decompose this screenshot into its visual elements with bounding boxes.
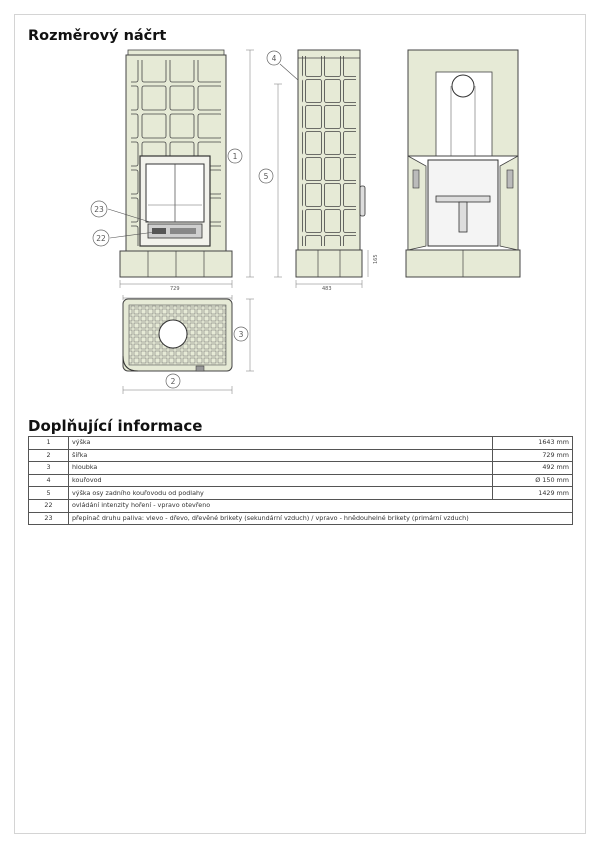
svg-text:22: 22 xyxy=(96,234,106,243)
row-number: 3 xyxy=(29,462,69,475)
callout-4 xyxy=(267,51,281,65)
row-value: 729 mm xyxy=(493,449,573,462)
row-value: 1429 mm xyxy=(493,487,573,500)
row-label: hloubka xyxy=(69,462,493,475)
table-row xyxy=(29,449,573,462)
row-value: Ø 150 mm xyxy=(493,474,573,487)
depth-dimension-label: 483 xyxy=(322,286,332,292)
row-label: výška osy zadního kouřovodu od podlahy xyxy=(69,487,493,500)
callout-22 xyxy=(93,230,109,246)
callout-2 xyxy=(166,374,180,388)
row-value: 492 mm xyxy=(493,462,573,475)
row-label: šířka xyxy=(69,449,493,462)
front-view xyxy=(108,50,254,292)
callout-5 xyxy=(259,169,273,183)
table-row xyxy=(29,462,573,475)
table-row xyxy=(29,512,573,525)
table-row xyxy=(29,474,573,487)
row-number: 1 xyxy=(29,437,69,450)
top-view xyxy=(123,295,254,394)
svg-text:1: 1 xyxy=(232,152,238,161)
row-number: 4 xyxy=(29,474,69,487)
row-number: 2 xyxy=(29,449,69,462)
info-heading: Doplňující informace xyxy=(28,417,203,435)
row-number: 23 xyxy=(29,512,69,525)
sketch-heading: Rozměrový náčrt xyxy=(28,28,167,44)
width-dimension-label: 729 xyxy=(170,286,180,292)
callout-1 xyxy=(228,149,242,163)
table-row xyxy=(29,437,573,450)
base-dimension-label: 165 xyxy=(373,254,379,264)
row-value: 1643 mm xyxy=(493,437,573,450)
row-label: přepínač druhu paliva: vlevo - dřevo, dřevěné brikety (sekundární vzduch) / vpravo - hnědouhelné brikety (primární vzduch) xyxy=(69,512,573,525)
rear-view xyxy=(406,50,520,277)
svg-text:4: 4 xyxy=(271,54,277,63)
svg-text:23: 23 xyxy=(94,205,104,214)
row-number: 22 xyxy=(29,499,69,512)
row-number: 5 xyxy=(29,487,69,500)
row-label: ovládání intenzity hoření - vpravo otevřeno xyxy=(69,499,573,512)
svg-text:3: 3 xyxy=(238,330,244,339)
callout-3 xyxy=(234,327,248,341)
svg-text:2: 2 xyxy=(170,377,176,386)
row-label: kouřovod xyxy=(69,474,493,487)
svg-text:5: 5 xyxy=(263,172,269,181)
side-view xyxy=(271,50,379,292)
row-label: výška xyxy=(69,437,493,450)
table-row xyxy=(29,499,573,512)
callout-23 xyxy=(91,201,107,217)
table-row xyxy=(29,487,573,500)
dimension-drawing xyxy=(0,0,600,420)
info-table xyxy=(28,436,573,525)
